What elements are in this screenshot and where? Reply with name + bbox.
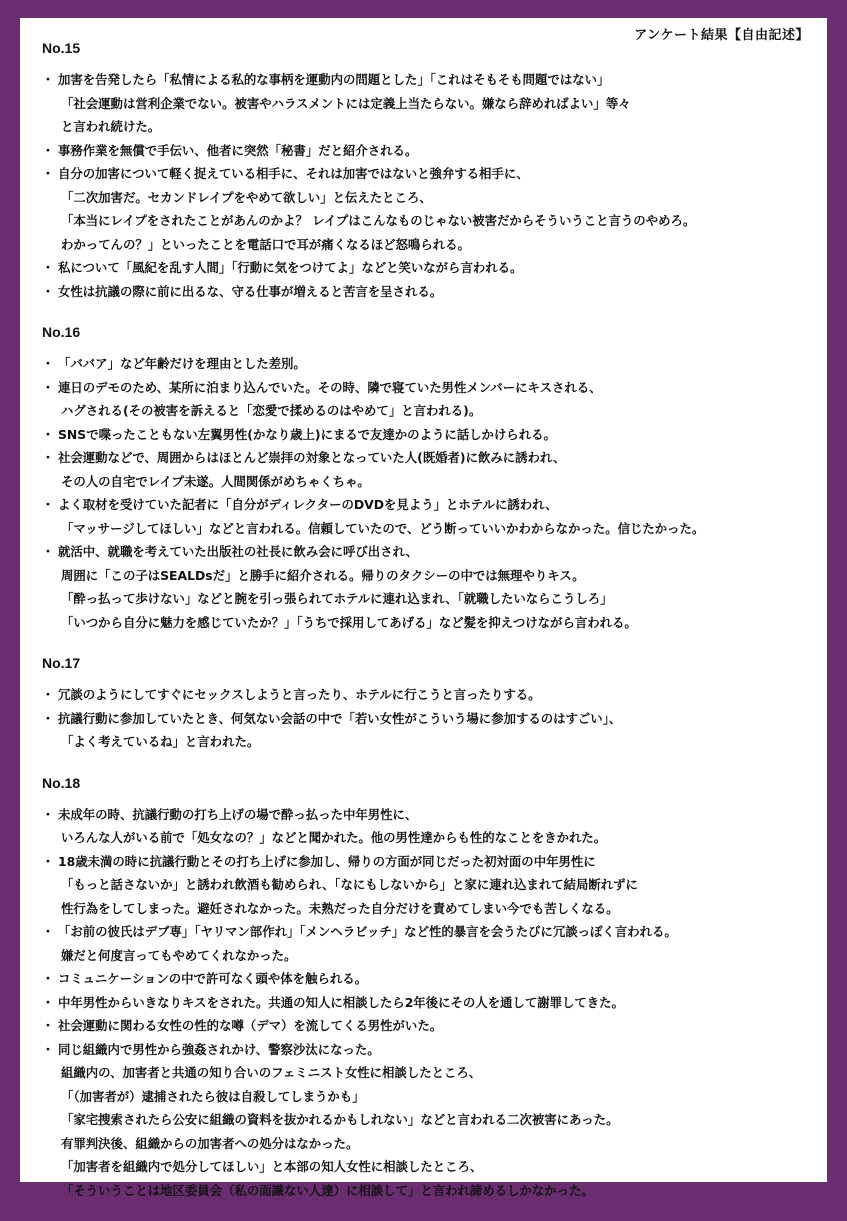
line-text: 「もっと話さないか」と誘われ飲酒も勧められ、「なにもしないから」と家に連れ込まれて結局断れずに (61, 877, 638, 892)
bullet-item (34, 707, 817, 731)
line-text: 社会運動に関わる女性の性的な噂（デマ）を流してくる男性がいた。 (58, 1018, 443, 1033)
continuation-line (34, 564, 817, 588)
entry-number: No.15 (42, 40, 81, 56)
continuation-line (34, 1132, 817, 1156)
continuation-line (34, 730, 817, 754)
bullet-marker: ・ (41, 142, 55, 158)
continuation-line (34, 897, 817, 921)
entry-number: No.18 (42, 774, 81, 791)
line-text: 自分の加害について軽く捉えている相手に、それは加害ではないと強弁する相手に、 (58, 166, 529, 181)
bullet-marker: ・ (41, 687, 55, 702)
continuation-line (34, 186, 817, 210)
line-text: その人の自宅でレイプ未遂。人間関係がめちゃくちゃ。 (61, 473, 370, 489)
bullet-marker: ・ (41, 283, 55, 299)
line-text: 嫌だと何度言ってもやめてくれなかった。 (61, 947, 297, 963)
bullet-item (34, 1014, 817, 1038)
line-text: 周囲に「この子はSEALDsだ」と勝手に紹介される。帰りのタクシーの中では無理やりキス。 (61, 567, 585, 583)
line-text: 事務作業を無償で手伝い、他者に突然「秘書」だと紹介される。 (58, 142, 418, 158)
bullet-marker: ・ (41, 356, 55, 371)
continuation-line (34, 1085, 817, 1109)
bullet-item (34, 256, 817, 280)
line-text: 私について「風紀を乱す人間」「行動に気をつけてよ」などと笑いながら言われる。 (58, 260, 523, 275)
line-text: 「そういうことは地区委員会（私の面識ない人達）に相談して」と言われ諦めるしかなかった。 (61, 1182, 594, 1198)
line-text: 「二次加害だ。セカンドレイプをやめて欲しい」と伝えたところ、 (61, 189, 432, 205)
line-text: 連日のデモのため、某所に泊まり込んでいた。その時、隣で寝ていた男性メンバーにキスされる、 (58, 379, 602, 395)
bullet-marker: ・ (41, 260, 55, 275)
bullet-item (34, 803, 817, 827)
continuation-line (34, 92, 817, 116)
line-text: 同じ組織内で男性から強姦されかけ、警察沙汰になった。 (58, 1041, 380, 1057)
bullet-item (34, 1038, 817, 1062)
bullet-marker: ・ (41, 994, 55, 1010)
bullet-marker: ・ (41, 544, 55, 559)
line-text: 性行為をしてしまった。避妊されなかった。未熟だった自分だけを責めてしまい今でも苦しくなる。 (61, 900, 619, 916)
bullet-item (34, 683, 817, 707)
bullet-marker: ・ (41, 497, 55, 512)
line-text: 「マッサージしてほしい」などと言われる。信頼していたので、どう断っていいかわからなかった。信じたかった。 (61, 520, 705, 536)
bullet-item (34, 68, 817, 92)
line-text: 「お前の彼氏はデブ専」「ヤリマン部作れ」「メンヘラビッチ」など性的暴言を会うたびに冗談っぽく言われる。 (58, 924, 677, 939)
line-text: 社会運動などで、周囲からはほとんど崇拝の対象となっていた人(既婚者)に飲みに誘われ、 (58, 450, 566, 465)
continuation-line (34, 611, 817, 635)
continuation-line (34, 517, 817, 541)
line-text: 18歳未満の時に抗議行動とその打ち上げに参加し、帰りの方面が同じだった初対面の中年男性に (58, 853, 596, 869)
bullet-item (34, 139, 817, 163)
line-text: 就活中、就職を考えていた出版社の社長に飲み会に呼び出され、 (58, 544, 419, 559)
response-entry (34, 653, 817, 754)
continuation-line (34, 233, 817, 257)
bullet-item (34, 493, 817, 517)
bullet-item (34, 920, 817, 944)
bullet-item (34, 991, 817, 1015)
line-text: 未成年の時、抗議行動の打ち上げの場で酔っ払った中年男性に、 (58, 806, 418, 822)
line-text: と言われ続けた。 (61, 119, 161, 134)
bullet-marker: ・ (41, 450, 55, 465)
line-text: 抗議行動に参加していたとき、何気ない会話の中で「若い女性がこういう場に参加するのはすごい」、 (58, 710, 622, 726)
bullet-marker: ・ (41, 379, 55, 395)
bullet-item (34, 446, 817, 470)
response-entry (34, 773, 817, 1203)
line-text: ハグされる(その被害を訴えると「恋愛で揉めるのはやめて」と言われる)。 (61, 403, 482, 418)
response-entry (34, 38, 817, 303)
bullet-marker: ・ (41, 924, 55, 939)
bullet-item (34, 162, 817, 186)
line-text: 「社会運動は営利企業でない。被害やハラスメントには定義上当たらない。嫌なら辞めればよい」等々 (61, 95, 631, 111)
line-text: 「酔っ払って歩けない」などと腕を引っ張られてホテルに連れ込まれ、「就職したいならこうしろ」 (61, 591, 613, 606)
bullet-item (34, 540, 817, 564)
bullet-marker: ・ (41, 166, 55, 181)
line-text: 中年男性からいきなりキスをされた。共通の知人に相談したら2年後にその人を通して謝罪してきた。 (58, 994, 624, 1010)
continuation-line (34, 209, 817, 233)
continuation-line (34, 470, 817, 494)
bullet-item (34, 850, 817, 874)
survey-responses (34, 38, 817, 1221)
continuation-line (34, 115, 817, 139)
line-text: 「（加害者が）逮捕されたら彼は自殺してしまうかも」 (61, 1088, 365, 1104)
bullet-item (34, 376, 817, 400)
entry-number: No.16 (42, 324, 81, 340)
line-text: 「本当にレイプをされたことがあんのかよ？ レイプはこんなものじゃない被害だからそういうこと言うのやめろ。 (61, 213, 696, 228)
line-text: 女性は抗議の際に前に出るな、守る仕事が増えると苦言を呈される。 (58, 283, 443, 299)
line-text: 「いつから自分に魅力を感じていたか？」「うちで採用してあげる」など髪を抑えつけながら言われる。 (61, 614, 637, 630)
document-title: アンケート結果【自由記述】 (634, 28, 809, 43)
bullet-marker: ・ (41, 1041, 55, 1057)
line-text: 加害を告発したら「私情による私的な事柄を運動内の問題とした」「これはそもそも問題ではない」 (58, 72, 610, 87)
line-text: 「加害者を組織内で処分してほしい」と本部の知人女性に相談したところ、 (61, 1159, 483, 1174)
line-text: 「よく考えているね」と言われた。 (61, 734, 260, 749)
continuation-line (34, 1108, 817, 1132)
continuation-line (34, 826, 817, 850)
bullet-item (34, 967, 817, 991)
line-text: 「ババア」など年齢だけを理由とした差別。 (58, 356, 306, 371)
line-text: SNSで喋ったこともない左翼男性(かなり歳上)にまるで友達かのように話しかけられる。 (58, 426, 556, 442)
bullet-marker: ・ (41, 853, 55, 869)
continuation-line (34, 944, 817, 968)
document-page (20, 18, 827, 1198)
line-text: いろんな人がいる前で「処女なの？」などと聞かれた。他の男性達からも性的なことをきかれた。 (61, 830, 607, 845)
line-text: 冗談のようにしてすぐにセックスしようと言ったり、ホテルに行こうと言ったりする。 (58, 687, 541, 702)
line-text: 「家宅捜索されたら公安に組織の資料を抜かれるかもしれない」などと言われる二次被害にあった。 (61, 1112, 619, 1127)
response-entry (34, 322, 817, 634)
bullet-marker: ・ (41, 710, 55, 726)
continuation-line (34, 873, 817, 897)
continuation-line (34, 587, 817, 611)
bullet-marker: ・ (41, 806, 55, 822)
continuation-line (34, 1179, 817, 1203)
continuation-line (34, 1155, 817, 1179)
bullet-marker: ・ (41, 426, 55, 442)
line-text: 有罪判決後、組織からの加害者への処分はなかった。 (61, 1135, 359, 1151)
continuation-line (34, 1061, 817, 1085)
line-text: コミュニケーションの中で許可なく頭や体を触られる。 (58, 971, 368, 986)
line-text: わかってんの？」といったことを電話口で耳が痛くなるほど怒鳴られる。 (61, 236, 470, 252)
bullet-marker: ・ (41, 72, 55, 87)
bullet-item (34, 280, 817, 304)
line-text: 組織内の、加害者と共通の知り合いのフェミニスト女性に相談したところ、 (61, 1065, 482, 1080)
bullet-marker: ・ (41, 1018, 55, 1033)
line-text: よく取材を受けていた記者に「自分がディレクターのDVDを見よう」とホテルに誘われ、 (58, 497, 558, 512)
continuation-line (34, 399, 817, 423)
bullet-marker: ・ (41, 971, 55, 986)
entry-number: No.17 (42, 655, 81, 671)
bullet-item (34, 423, 817, 447)
bullet-item (34, 352, 817, 376)
